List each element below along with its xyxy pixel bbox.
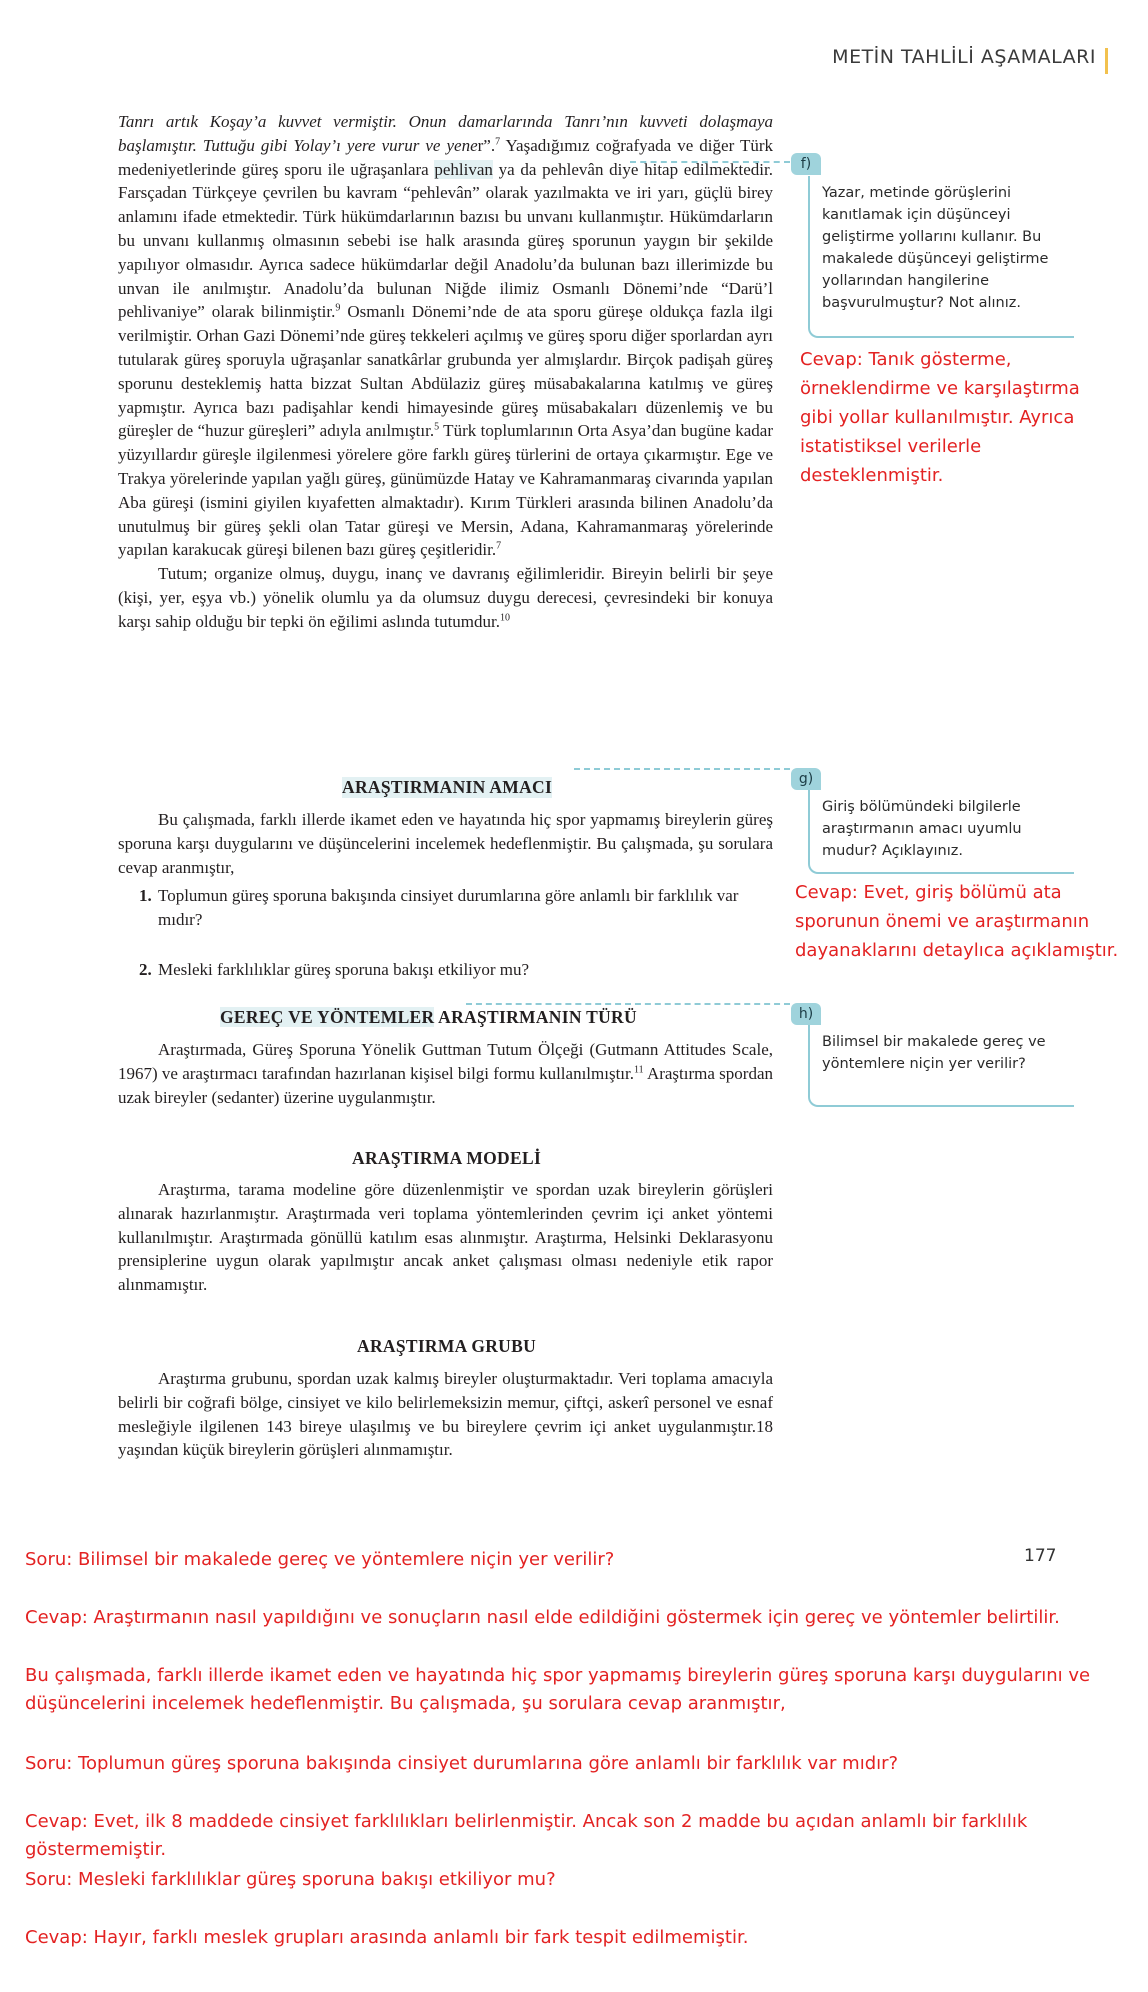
paragraph-tutum: Tutum; organize olmuş, duygu, inanç ve davranış eğilimleridir. Bireyin belirli bir şeye (kişi, yer, eşya vb.) yönelik olumlu ya da olumsuz duygu derecesi, çevresindeki bir konuya karşı sahip olduğu bir tepki ön eğilimi aslında tutumdur.$^{10}$ [118,564,773,631]
list-item: 2. Mesleki farklılıklar güreş sporuna bakışı etkiliyor mu? [139,960,530,979]
connector-line [574,768,790,770]
section-title-amac: ARAŞTIRMANIN AMACI [342,777,553,797]
body-text [118,110,773,634]
section-title-grup: ARAŞTIRMA GRUBU [357,1336,537,1356]
note-question-1: Soru: Bilimsel bir makalede gereç ve yöntemlere niçin yer verilir? [25,1549,615,1570]
question-tab-g: g) [791,768,821,790]
connector-line [466,1003,790,1005]
chapter-header: METİN TAHLİLİ AŞAMALARI [832,46,1096,68]
question-box-f: Yazar, metinde görüşlerini kanıtlamak için düşünceyi geliştirme yollarını kullanır. Bu makalede düşünceyi geliştirme yollarından hangilerine başvurulmuştur? Not alınız. [808,176,1074,338]
header-accent-bar [1105,48,1108,74]
note-answer-2: Cevap: Evet, ilk 8 maddede cinsiyet farklılıkları belirlenmiştir. Ancak son 2 madde bu açıdan anlamlı bir farklılık göstermemiştir. [25,1811,1028,1860]
highlighted-word: pehlivan [434,159,493,179]
model-text: Araştırma, tarama modeline göre düzenlenmiştir ve spordan uzak bireylerin görüşleri alınarak hazırlanmıştır. Araştırmada veri toplama yöntemlerinden çevrim içi anket yöntemi kullanılmıştır. Araştırmada gönüllü katılım esas alınmıştır. Araştırma, Helsinki Deklarasyonu prensiplerine uygun olarak yapılmıştır ancak anket çalışması olması nedeniyle etik rapor alınmamıştır. [118,1180,773,1295]
note-answer-1: Cevap: Araştırmanın nasıl yapıldığını ve sonuçların nasıl elde edildiğini göstermek için gereç ve yöntemler belirtilir. [25,1607,1060,1628]
amac-text: Bu çalışmada, farklı illerde ikamet eden ve hayatında hiç spor yapmamış bireylerin güreş sporuna karşı duygularını ve düşüncelerini incelemek hedeflenmiştir. Bu çalışmada, şu sorulara cevap aranmıştır, [118,810,773,877]
answer-f: Cevap: Tanık gösterme, örneklendirme ve karşılaştırma gibi yollar kullanılmıştır. Ayrıca istatistiksel verilerle desteklenmiştir. [800,349,1080,486]
paragraph-intro: Tanrı artık Koşay’a kuvvet vermiştir. Onun damarlarında Tanrı’nın kuvveti dolaşmaya başlamıştır. Tuttuğu gibi Yolay’ı yere vurur ve yener”.$^7$ Yaşadığımız coğrafyada ve diğer Türk medeniyetlerinde güreş sporu ile uğraşanlara pehlivan ya da pehlevân diye hitap edilmektedir. Farsçadan Türkçeye çevrilen bu kavram “pehlevân” olarak yazılmakta ve iri yarı, güçlü birey anlamını ifade etmektedir. Türk hükümdarlarının bazısı bu unvanı kullanmıştır. Hükümdarların bu unvanı kullanmış olmasının sebebi ise halk arasında güreş sporunun yaygın bir şekilde yapılıyor olmasıdır. Ayrıca sadece hükümdarlar değil Anadolu’da bulunan bazı illerimizde bu unvan ile anılmıştır. Anadolu’da bulunan Niğde ilimiz Osmanlı Dönemi’nde “Darü’l pehlivaniye” olarak bilinmiştir.$^9$ Osmanlı Dönemi’nde de ata sporu güreşe oldukça fazla ilgi verilmiştir. Orhan Gazi Dönemi’nde güreş tekkeleri açılmış ve güreş sporu diğer sporlardan ayrı tutularak güreş sporuyla uğraşanlar sanatkârlar grubunda yer almışlardır. Birçok padişah güreş sporunu desteklemiş hatta bizzat Sultan Abdülaziz güreş müsabakalarına katılmış ve güreş yapmıştır. Ayrıca bazı padişahlar kendi himayesinde güreş müsabakaları düzenlemiş ve bu güreşler de “huzur güreşleri” adıyla anılmıştır.$^5$ Türk toplumlarının Orta Asya’dan bugüne kadar yüzyıllardır güreşle ilgilenmesi yörelere göre farklı güreş türlerini de ortaya çıkarmıştır. Ege ve Trakya yörelerinde yapılan yağlı güreş, günümüzde Hatay ve Kahramanmaraş civarında yapılan Aba güreşi (ismini giyilen kıyafetten almaktadır). Kırım Türkleri arasında bilinen Anadolu’da unutulmuş bir güreş şekli olan Tatar güreşi ve Mersin, Adana, Kahramanmaraş yörelerinde yapılan karakucak güreşi bilenen bazı güreş çeşitleridir.$^7$ [118,112,774,560]
note-answer-1b: Bu çalışmada, farklı illerde ikamet eden ve hayatında hiç spor yapmamış bireylerin güreş sporuna karşı duygularını ve düşüncelerini incelemek hedeflenmiştir. Bu çalışmada, şu sorulara cevap aranmıştır, [25,1665,1091,1714]
note-question-2: Soru: Toplumun güreş sporuna bakışında cinsiyet durumlarına göre anlamlı bir farklılık var mıdır? [25,1753,899,1774]
connector-line [630,161,790,163]
grup-text: Araştırma grubunu, spordan uzak kalmış bireyler oluşturmaktadır. Veri toplama amacıyla belirli bir coğrafi bölge, cinsiyet ve kilo belirlemeksizin memur, çiftçi, askerî personel ve esnaf mesleğiyle ilgilenen 143 bireye ulaşılmış ve bu bireylere çevrim içi anket uygulanmıştır.18 yaşından küçük bireylerin görüşleri alınmamıştır. [118,1369,773,1460]
quote-italic: Tanrı artık Koşay’a kuvvet vermiştir. Onun damarlarında Tanrı’nın kuvveti dolaşmaya başlamıştır. Tuttuğu gibi Yolay’ı yere vurur ve yene [118,112,773,155]
answer-g: Cevap: Evet, giriş bölümü ata sporunun önemi ve araştırmanın dayanaklarını detaylıca açıklamıştır. [795,882,1119,961]
note-answer-3: Cevap: Hayır, farklı meslek grupları arasında anlamlı bir fark tespit edilmemiştir. [25,1927,749,1948]
question-tab-f: f) [791,153,821,175]
list-item: 1. Toplumun güreş sporuna bakışında cinsiyet durumlarına göre anlamlı bir farklılık var mıdır? [139,886,739,929]
question-box-h: Bilimsel bir makalede gereç ve yöntemlere niçin yer verilir? [808,1025,1074,1107]
section-title-gerec: GEREÇ VE YÖNTEMLER ARAŞTIRMANIN TÜRÜ [220,1007,637,1027]
note-question-3: Soru: Mesleki farklılıklar güreş sporuna bakışı etkiliyor mu? [25,1869,556,1890]
section-title-model: ARAŞTIRMA MODELİ [352,1148,542,1168]
question-box-g: Giriş bölümündeki bilgilerle araştırmanın amacı uyumlu mudur? Açıklayınız. [808,790,1074,874]
page-number: 177 [1024,1546,1057,1566]
question-tab-h: h) [791,1003,821,1025]
gerec-text: Araştırmada, Güreş Sporuna Yönelik Guttman Tutum Ölçeği (Gutmann Attitudes Scale, 1967) ve araştırmacı tarafından hazırlanan kişisel bilgi formu kullanılmıştır.$^{11}$ Araştırma spordan uzak bireyler (sedanter) üzerine uygulanmıştır. [118,1040,773,1107]
